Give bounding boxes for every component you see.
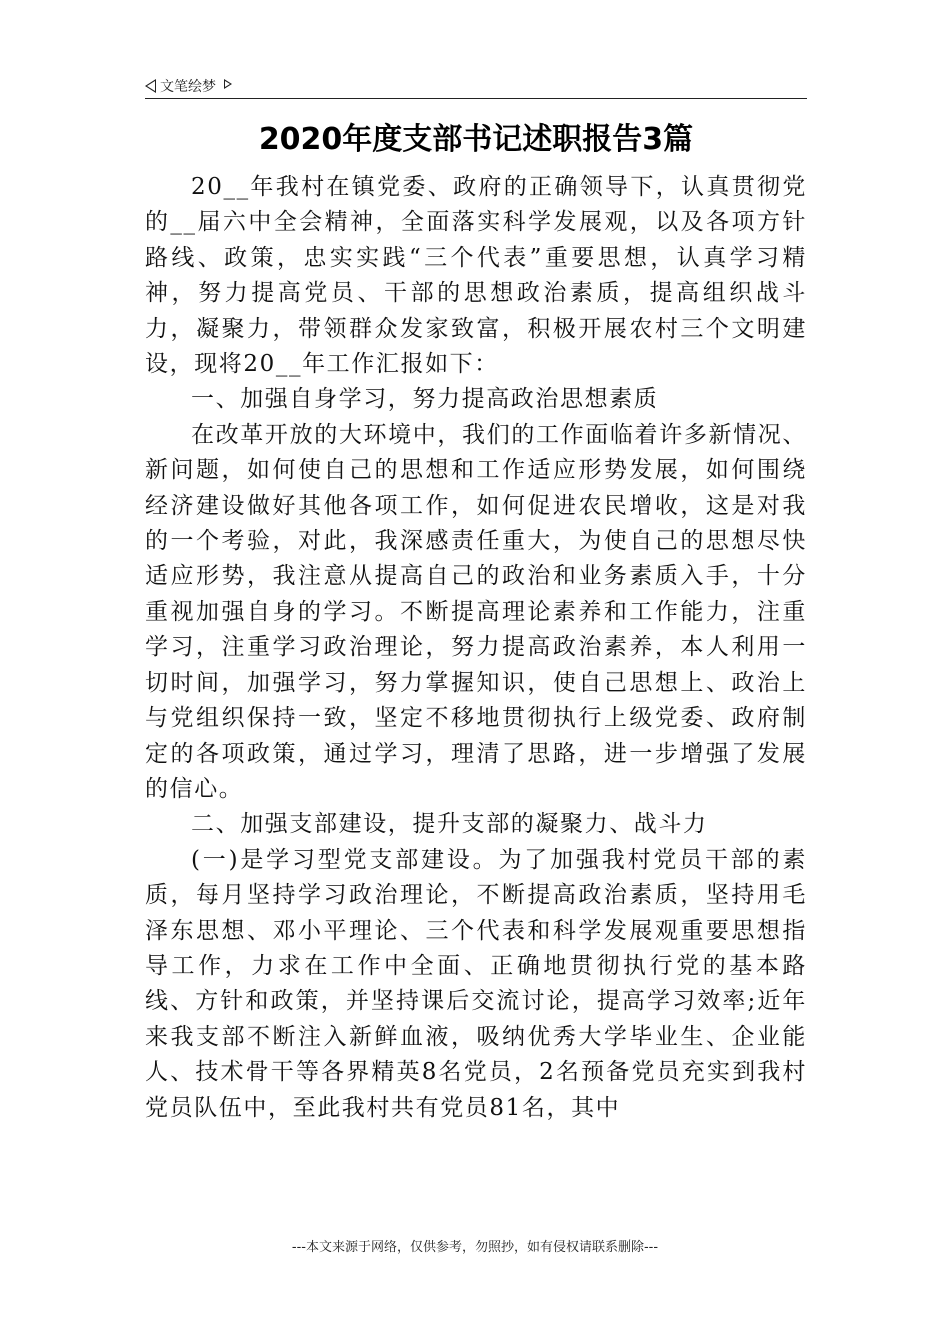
page-header bbox=[145, 74, 807, 99]
section-heading: 一、加强自身学习，努力提高政治思想素质 bbox=[191, 386, 659, 413]
paragraph: 20__年我村在镇党委、政府的正确领导下，认真贯彻党的__届六中全会精神，全面落实科学发展观，以及各项方针路线、政策，忠实实践“三个代表”重要思想，认真学习精神，努力提高党员、干部的思想政治素质，提高组织战斗力，凝聚力，带领群众发家致富，积极开展农村三个文明建设，现将20__年工作汇报如下： bbox=[145, 174, 807, 378]
page-footer: ---本文来源于网络，仅供参考，勿照抄，如有侵权请联系删除--- bbox=[291, 1240, 659, 1255]
document-title: 2020年度支部书记述职报告3篇 bbox=[258, 122, 694, 157]
document-body bbox=[145, 170, 807, 1126]
triangle-right-icon bbox=[224, 79, 232, 89]
header-brand: 文笔绘梦 bbox=[160, 79, 216, 95]
triangle-left-icon bbox=[145, 79, 156, 93]
paragraph: 在改革开放的大环境中，我们的工作面临着许多新情况、新问题，如何使自己的思想和工作适应形势发展，如何围绕经济建设做好其他各项工作，如何促进农民增收，这是对我的一个考验，对此，我深感责任重大，为使自己的思想尽快适应形势，我注意从提高自己的政治和业务素质入手，十分重视加强自身的学习。不断提高理论素养和工作能力，注重学习，注重学习政治理论，努力提高政治素养，本人利用一切时间，加强学习，努力掌握知识，使自己思想上、政治上与党组织保持一致，坚定不移地贯彻执行上级党委、政府制定的各项政策，通过学习，理清了思路，进一步增强了发展的信心。 bbox=[145, 421, 807, 802]
paragraph: (一)是学习型党支部建设。为了加强我村党员干部的素质，每月坚持学习政治理论，不断提高政治素质，坚持用毛泽东思想、邓小平理论、三个代表和科学发展观重要思想指导工作，力求在工作中全面、正确地贯彻执行党的基本路线、方针和政策，并坚持课后交流讨论，提高学习效率;近年来我支部不断注入新鲜血液，吸纳优秀大学毕业生、企业能人、技术骨干等各界精英8名党员，2名预备党员充实到我村党员队伍中，至此我村共有党员81名，其中 bbox=[145, 846, 807, 1121]
section-heading: 二、加强支部建设，提升支部的凝聚力、战斗力 bbox=[191, 811, 708, 838]
